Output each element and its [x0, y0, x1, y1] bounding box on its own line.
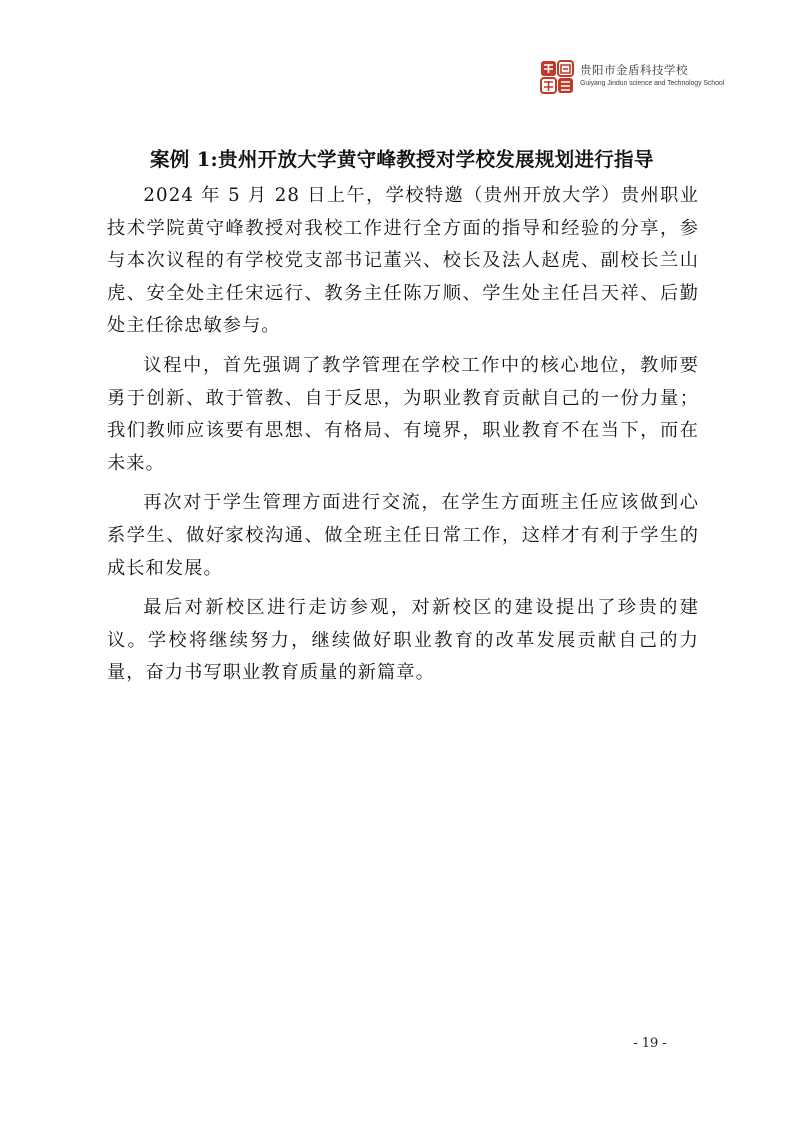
- school-seal-logo-icon: [540, 60, 574, 94]
- paragraph-3: 再次对于学生管理方面进行交流，在学生方面班主任应该做到心系学生、做好家校沟通、做全班主任日常工作，这样才有利于学生的成长和发展。: [107, 492, 699, 579]
- school-name-en: Guiyang Jindun science and Technology School: [580, 80, 725, 87]
- paragraph-1: 2024 年 5 月 28 日上午，学校特邀（贵州开放大学）贵州职业技术学院黄守峰教授对我校工作进行全方面的指导和经验的分享，参与本次议程的有学校党支部书记董兴、校长及法人赵虎、副校长兰山虎、安全处主任宋远行、教务主任陈万顺、学生处主任吕天祥、后勤处主任徐忠敏参与。: [107, 185, 699, 337]
- article-body: [107, 180, 699, 697]
- paragraph-2: 议程中，首先强调了教学管理在学校工作中的核心地位，教师要勇于创新、敢于管教、自于反思，为职业教育贡献自己的一份力量；我们教师应该要有思想、有格局、有境界，职业教育不在当下，而在未来。: [107, 354, 699, 474]
- school-name-cn: 贵阳市金盾科技学校: [580, 63, 688, 77]
- page-header: [540, 60, 740, 94]
- paragraph-4: 最后对新校区进行走访参观，对新校区的建设提出了珍贵的建议。学校将继续努力，继续做好职业教育的改革发展贡献自己的力量，奋力书写职业教育质量的新篇章。: [107, 597, 699, 684]
- page-number: - 19 -: [633, 1036, 667, 1051]
- case-title: 案例 1:贵州开放大学黄守峰教授对学校发展规划进行指导: [150, 148, 654, 171]
